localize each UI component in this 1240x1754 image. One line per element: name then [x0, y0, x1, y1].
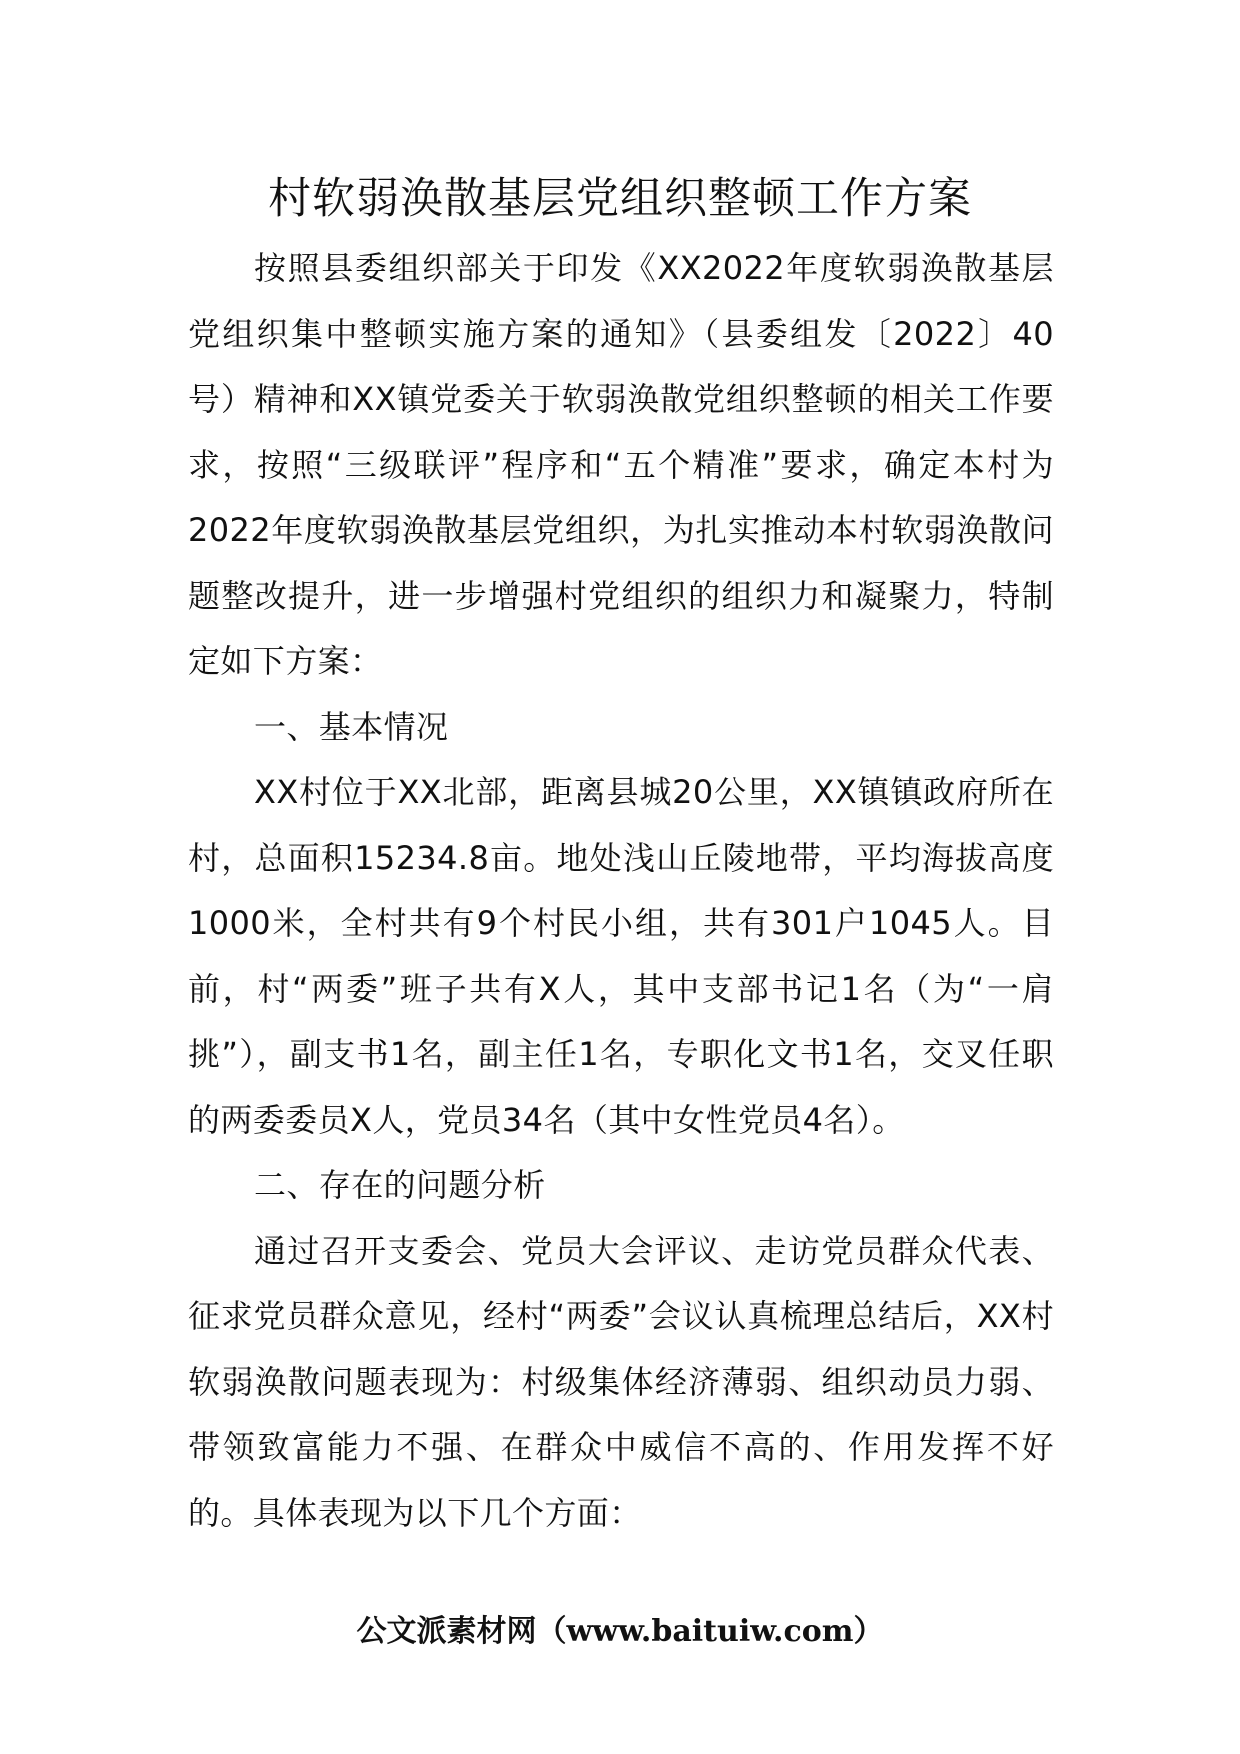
- basic-info-paragraph: XX村位于XX北部，距离县城20公里，XX镇镇政府所在村，总面积15234.8亩。地处浅山丘陵地带，平均海拔高度1000米，全村共有9个村民小组，共有301户1045人。目前，村“两委”班子共有X人，其中支部书记1名（为“一肩挑”），副支书1名，副主任1名，专职化文书1名，交叉任职的两委委员X人，党员34名（其中女性党员4名）。: [188, 773, 1054, 1139]
- section-heading-basic-info: 一、基本情况: [254, 707, 449, 746]
- document-body: [188, 236, 1054, 1546]
- footer-watermark: 公文派素材网（www.baituiw.com）: [356, 1614, 884, 1649]
- section-heading-problems: 二、存在的问题分析: [254, 1166, 546, 1204]
- intro-paragraph: 按照县委组织部关于印发《XX2022年度软弱涣散基层党组织集中整顿实施方案的通知》（县委组发〔2022〕40号）精神和XX镇党委关于软弱涣散党组织整顿的相关工作要求，按照“三级联评”程序和“五个精准”要求，确定本村为2022年度软弱涣散基层党组织，为扎实推动本村软弱涣散问题整改提升，进一步增强村党组织的组织力和凝聚力，特制定如下方案：: [188, 249, 1054, 680]
- document-title: 村软弱涣散基层党组织整顿工作方案: [268, 174, 972, 224]
- problems-paragraph: 通过召开支委会、党员大会评议、走访党员群众代表、征求党员群众意见，经村“两委”会议认真梳理总结后，XX村软弱涣散问题表现为：村级集体经济薄弱、组织动员力弱、带领致富能力不强、在群众中威信不高的、作用发挥不好的。具体表现为以下几个方面：: [188, 1231, 1054, 1532]
